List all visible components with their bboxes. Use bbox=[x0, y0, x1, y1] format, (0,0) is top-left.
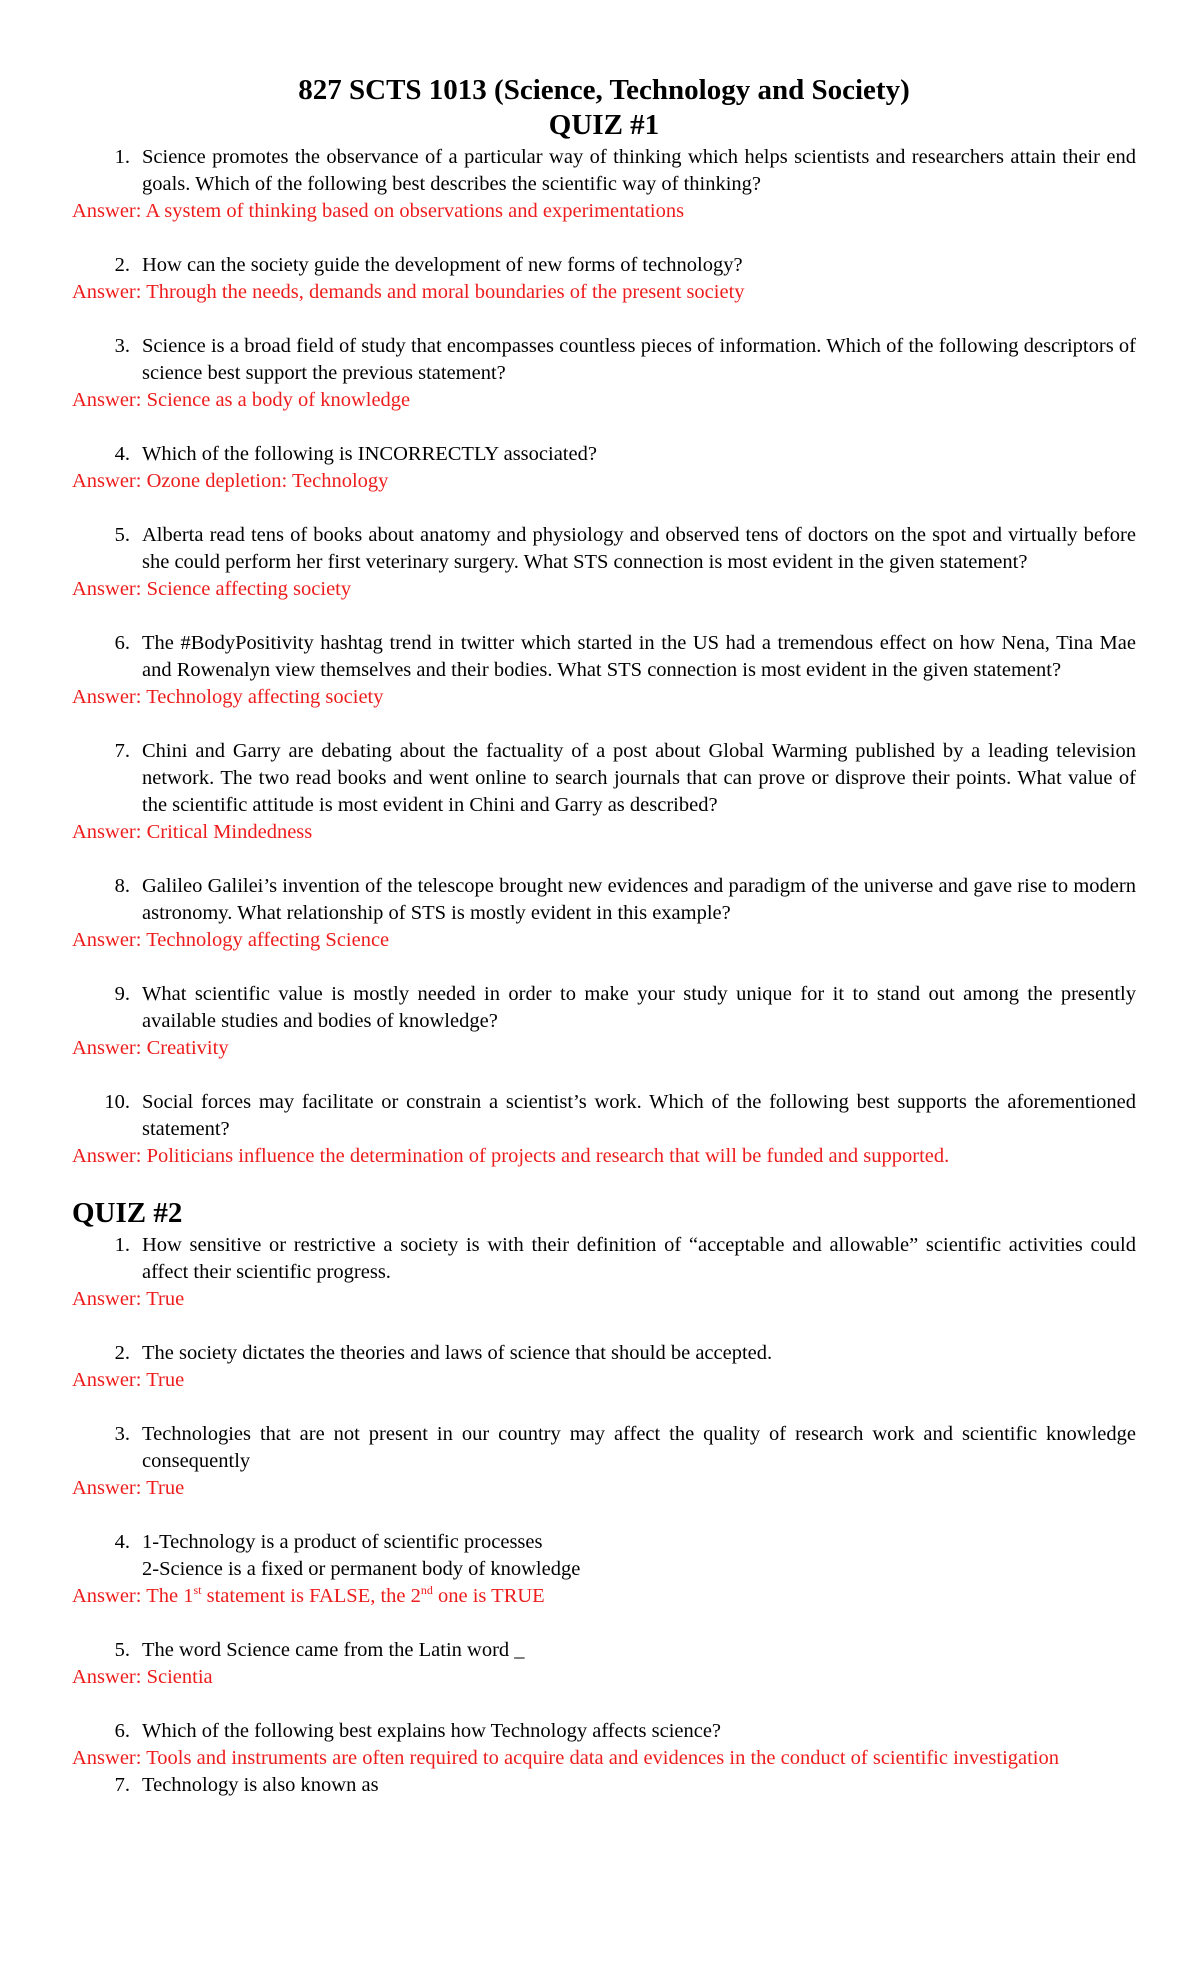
question-text bbox=[142, 1529, 1136, 1583]
question-number: 10. bbox=[104, 1091, 130, 1113]
answer-superscript-1: st bbox=[193, 1583, 202, 1598]
quiz1-item-6 bbox=[72, 630, 1136, 711]
question-text: Alberta read tens of books about anatomy and physiology and observed tens of doctors on the spot and virtually before she could perform her first veterinary surgery. What STS connection is most evident in the given statement? bbox=[142, 524, 1136, 573]
quiz1-item-2 bbox=[72, 252, 1136, 306]
quiz2-item-3 bbox=[72, 1421, 1136, 1502]
question-text: Chini and Garry are debating about the factuality of a post about Global Warming published by a leading television network. The two read books and went online to search journals that can prove or disprove their points. What value of the scientific attitude is most evident in Chini and Garry as described? bbox=[142, 740, 1136, 816]
quiz1-item-9 bbox=[72, 981, 1136, 1062]
question-number: 5. bbox=[114, 524, 130, 546]
question-text: The #BodyPositivity hashtag trend in twitter which started in the US had a tremendous effect on how Nena, Tina Mae and Rowenalyn view themselves and their bodies. What STS connection is most evident in the given statement? bbox=[142, 632, 1136, 681]
answer-part-3: one is TRUE bbox=[432, 1585, 545, 1607]
quiz2-item-7 bbox=[72, 1772, 1136, 1799]
answer-text: Answer: Politicians influence the determination of projects and research that will be funded and supported. bbox=[72, 1145, 950, 1167]
quiz2-item-5 bbox=[72, 1637, 1136, 1691]
quiz2-item-6 bbox=[72, 1718, 1136, 1772]
question-number: 5. bbox=[114, 1639, 130, 1661]
answer-text: Answer: True bbox=[72, 1288, 185, 1310]
question-text: How can the society guide the development of new forms of technology? bbox=[142, 254, 743, 276]
question-line-2: 2-Science is a fixed or permanent body of knowledge bbox=[142, 1558, 581, 1580]
quiz2-item-4 bbox=[72, 1529, 1136, 1610]
answer-text: Answer: Technology affecting society bbox=[72, 686, 384, 708]
answer-text: Answer: A system of thinking based on observations and experimentations bbox=[72, 200, 685, 222]
question-text: The society dictates the theories and laws of science that should be accepted. bbox=[142, 1342, 773, 1364]
question-number: 2. bbox=[114, 254, 130, 276]
question-number: 7. bbox=[114, 1774, 130, 1796]
question-text: Technologies that are not present in our country may affect the quality of research work and scientific knowledge consequently bbox=[142, 1423, 1136, 1472]
question-number: 2. bbox=[114, 1342, 130, 1364]
question-text: Science is a broad field of study that encompasses countless pieces of information. Which of the following descriptors of science best support the previous statement? bbox=[142, 335, 1136, 384]
question-number: 3. bbox=[114, 335, 130, 357]
question-text: Which of the following best explains how Technology affects science? bbox=[142, 1720, 722, 1742]
question-text: Which of the following is INCORRECTLY associated? bbox=[142, 443, 597, 465]
quiz2-question-list bbox=[72, 1232, 1136, 1799]
question-number: 4. bbox=[114, 1531, 130, 1553]
answer-text: Answer: Critical Mindedness bbox=[72, 821, 313, 843]
answer-text: Answer: True bbox=[72, 1477, 185, 1499]
answer-text: Answer: Creativity bbox=[72, 1037, 229, 1059]
quiz1-item-4 bbox=[72, 441, 1136, 495]
question-line-1: 1-Technology is a product of scientific processes bbox=[142, 1531, 543, 1553]
question-number: 4. bbox=[114, 443, 130, 465]
question-text: Galileo Galilei’s invention of the telescope brought new evidences and paradigm of the universe and gave rise to modern astronomy. What relationship of STS is mostly evident in this example? bbox=[142, 875, 1136, 924]
answer-superscript-2: nd bbox=[420, 1583, 433, 1598]
question-number: 6. bbox=[114, 632, 130, 654]
answer-part-1: Answer: The 1 bbox=[72, 1585, 194, 1607]
quiz1-question-list bbox=[72, 144, 1136, 1170]
quiz1-item-7 bbox=[72, 738, 1136, 846]
question-number: 3. bbox=[114, 1423, 130, 1445]
answer-text: Answer: Technology affecting Science bbox=[72, 929, 390, 951]
quiz1-item-10 bbox=[72, 1089, 1136, 1170]
question-text: What scientific value is mostly needed in order to make your study unique for it to stand out among the presently available studies and bodies of knowledge? bbox=[142, 983, 1136, 1032]
answer-text: Answer: Tools and instruments are often required to acquire data and evidences in the conduct of scientific investigation bbox=[72, 1747, 1060, 1769]
answer-text: Answer: True bbox=[72, 1369, 185, 1391]
quiz1-item-1 bbox=[72, 144, 1136, 225]
question-text: Technology is also known as bbox=[142, 1774, 379, 1796]
question-number: 1. bbox=[114, 1234, 130, 1256]
question-number: 6. bbox=[114, 1720, 130, 1742]
question-number: 7. bbox=[114, 740, 130, 762]
answer-text bbox=[72, 1583, 1136, 1610]
question-number: 1. bbox=[114, 146, 130, 168]
quiz2-item-1 bbox=[72, 1232, 1136, 1313]
question-text: The word Science came from the Latin word _ bbox=[142, 1639, 525, 1661]
quiz1-item-5 bbox=[72, 522, 1136, 603]
answer-part-2: statement is FALSE, the 2 bbox=[201, 1585, 421, 1607]
question-text: Social forces may facilitate or constrain a scientist’s work. Which of the following best supports the aforementioned statement? bbox=[142, 1091, 1136, 1140]
question-text: How sensitive or restrictive a society is with their definition of “acceptable and allowable” scientific activities could affect their scientific progress. bbox=[142, 1234, 1136, 1283]
section-spacer bbox=[72, 1170, 1136, 1196]
answer-text: Answer: Through the needs, demands and moral boundaries of the present society bbox=[72, 281, 745, 303]
answer-text: Answer: Science as a body of knowledge bbox=[72, 389, 411, 411]
question-text: Science promotes the observance of a particular way of thinking which helps scientists and researchers attain their end goals. Which of the following best describes the scientific way of thinking? bbox=[142, 146, 1136, 195]
quiz1-title: QUIZ #1 bbox=[548, 109, 660, 141]
answer-text: Answer: Ozone depletion: Technology bbox=[72, 470, 389, 492]
question-number: 8. bbox=[114, 875, 130, 897]
quiz2-item-2 bbox=[72, 1340, 1136, 1394]
course-title: 827 SCTS 1013 (Science, Technology and Society) bbox=[298, 74, 910, 106]
answer-text: Answer: Scientia bbox=[72, 1666, 213, 1688]
quiz1-item-8 bbox=[72, 873, 1136, 954]
quiz2-title: QUIZ #2 bbox=[72, 1197, 183, 1229]
answer-text: Answer: Science affecting society bbox=[72, 578, 352, 600]
quiz1-item-3 bbox=[72, 333, 1136, 414]
question-number: 9. bbox=[114, 983, 130, 1005]
